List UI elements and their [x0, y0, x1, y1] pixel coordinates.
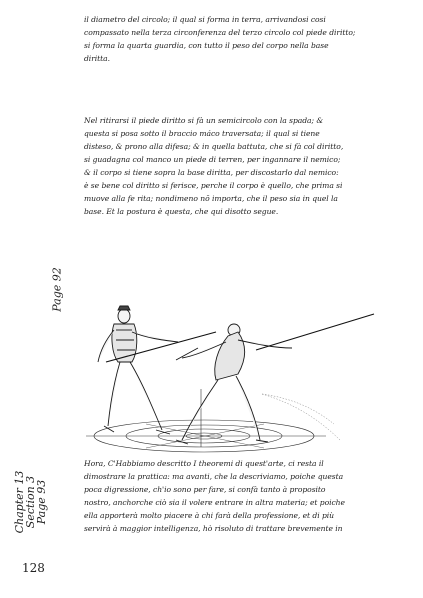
chapter-label: Chapter 13	[13, 470, 26, 534]
text-line: servirà à maggior intelligenza, hò risoluto di trattare brevemente in	[84, 524, 343, 533]
text-line: si forma la quarta guardia, con tutto il peso del corpo nella base	[84, 41, 329, 50]
paragraph-3	[84, 457, 390, 535]
text-line: compassato nella terza circonferenza del terzo circolo col piede diritto;	[84, 28, 356, 37]
text-line: Hora, C'Habbiamo descritto I theoremi di quest'arte, ci resta il	[84, 459, 324, 468]
margin-page-label: Page 93	[35, 479, 48, 525]
text-line: questa si posa sotto il braccio máco traversata; il qual si tiene	[84, 129, 320, 138]
text-line: diritta.	[84, 54, 110, 63]
text-line: nostro, anchorche ciò sia il volere entrare in altra materia; et poiche	[84, 498, 345, 507]
text-line: il diametro del circolo; il qual si forma in terra, arrivandosi cosi	[84, 15, 326, 24]
text-line: ella apporterà molto piacere à chi farà della professione, et di più	[84, 511, 335, 520]
text-line: dimostrare la prattica: ma avanti, che la descriviamo, poiche questa	[84, 472, 344, 481]
paragraph-2	[84, 114, 390, 218]
margin-page-label: Page 92	[50, 267, 64, 312]
text-line: Nel ritirarsi il piede diritto si fà un semicircolo con la spada; &	[84, 116, 324, 125]
text-line: base. Et la postura è questa, che qui disotto segue.	[84, 207, 279, 216]
text-line: si guadagna col manco un piede di terren, per ingannare il nemico;	[84, 155, 341, 164]
margin-chapter-block	[14, 465, 88, 539]
text-line: & il corpo si tiene sopra la base diritta, per discostarlo dal nemico:	[84, 168, 339, 177]
paragraph-1	[84, 13, 390, 65]
page-number: 128	[22, 561, 45, 575]
text-line: poca digressione, ch'io sono per fare, si confà tanto à proposito	[84, 485, 326, 494]
fencing-illustration	[86, 296, 386, 454]
text-line: disteso, & prono alla difesa; & in quella battuta, che si fà col diritto,	[84, 142, 344, 151]
text-line: muove alla fe rita; nondimeno nō importa, che il peso sia in quel la	[84, 194, 338, 203]
text-line: è se bene col diritto si ferisce, perche il corpo è quello, che prima si	[84, 181, 343, 190]
section-label: Section 3	[24, 475, 37, 529]
